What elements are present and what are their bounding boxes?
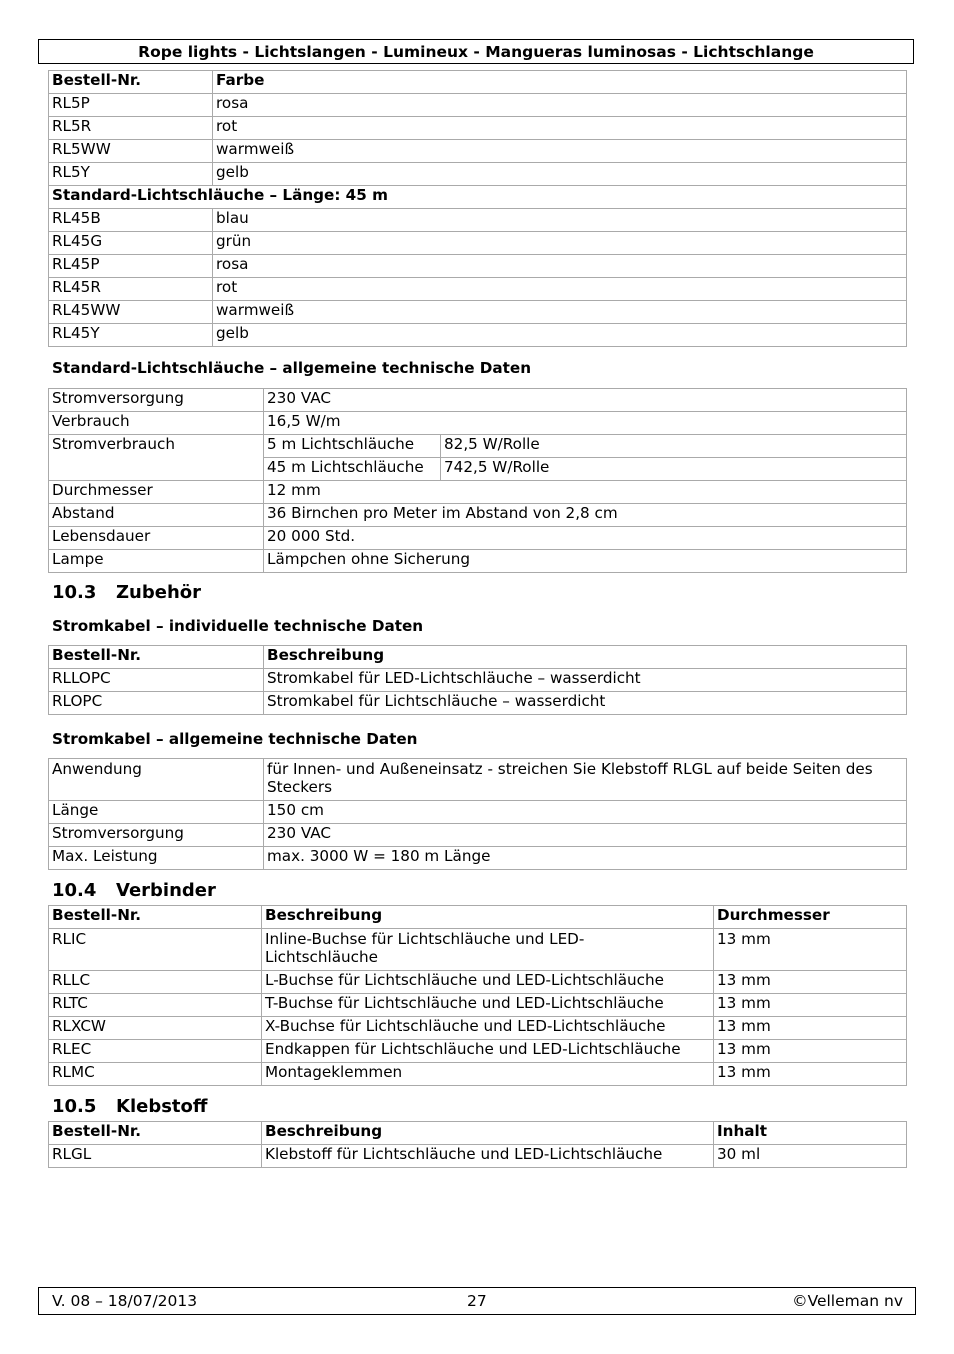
row-label: Max. Leistung	[49, 847, 264, 870]
description-text: Inline-Buchse für Lichtschläuche und LED-Lichtschläuche	[265, 930, 585, 966]
table-row	[49, 824, 907, 847]
color-table-body	[49, 71, 907, 347]
table-row	[49, 759, 907, 801]
description: T-Buchse für Lichtschläuche und LED-Lichtschläuche	[262, 994, 714, 1017]
order-number: RL45WW	[49, 301, 213, 324]
section-title: Zubehör	[116, 582, 202, 603]
color-name: rot	[213, 278, 907, 301]
section-number: 10.5	[52, 1096, 97, 1117]
table-row	[49, 255, 907, 278]
description	[262, 929, 714, 971]
description: X-Buchse für Lichtschläuche und LED-Lichtschläuche	[262, 1017, 714, 1040]
color-name: gelb	[213, 163, 907, 186]
section-heading-klebstoff	[52, 1096, 207, 1117]
row-value: 230 VAC	[264, 824, 907, 847]
footer-page-number: 27	[467, 1292, 487, 1310]
section-heading-zubehoer	[52, 582, 201, 603]
row-value: für Innen- und Außeneinsatz - streichen Sie Klebstoff RLGL auf beide Seiten des Steckers	[264, 759, 907, 801]
column-header: Beschreibung	[262, 1122, 714, 1145]
column-header: Bestell-Nr.	[49, 906, 262, 929]
table-row	[49, 163, 907, 186]
order-number: RLMC	[49, 1063, 262, 1086]
table-row	[49, 324, 907, 347]
row-label: Abstand	[49, 504, 264, 527]
supply-label: Stromversorgung	[49, 389, 264, 412]
row-value: 20 000 Std.	[264, 527, 907, 550]
content-amount: 30 ml	[714, 1145, 907, 1168]
column-header: Farbe	[213, 71, 907, 94]
general-data-body	[49, 389, 907, 573]
color-name: warmweiß	[213, 140, 907, 163]
order-number: RL5P	[49, 94, 213, 117]
column-header: Beschreibung	[262, 906, 714, 929]
color-name: rot	[213, 117, 907, 140]
row-label: Länge	[49, 801, 264, 824]
description: Montageklemmen	[262, 1063, 714, 1086]
consumption-length: 45 m Lichtschläuche	[264, 458, 441, 481]
table-subheading-row	[49, 186, 907, 209]
cable-general-body	[49, 759, 907, 870]
diameter: 13 mm	[714, 1063, 907, 1086]
table-row	[49, 94, 907, 117]
order-number: RL45R	[49, 278, 213, 301]
row-label: Lebensdauer	[49, 527, 264, 550]
table-row	[49, 527, 907, 550]
section-number: 10.4	[52, 880, 97, 901]
section-title: Klebstoff	[116, 1096, 208, 1117]
table-header-row	[49, 1122, 907, 1145]
table-row	[49, 929, 907, 971]
table-row	[49, 389, 907, 412]
cable-general-heading: Stromkabel – allgemeine technische Daten	[52, 730, 418, 748]
order-number: RL45Y	[49, 324, 213, 347]
section-title: Verbinder	[116, 880, 216, 901]
column-header: Beschreibung	[264, 646, 907, 669]
order-number: RLXCW	[49, 1017, 262, 1040]
column-header: Bestell-Nr.	[49, 1122, 262, 1145]
cable-individual-heading: Stromkabel – individuelle technische Daten	[52, 617, 424, 635]
table-header-row	[49, 71, 907, 94]
table-row	[49, 1017, 907, 1040]
table-row	[49, 232, 907, 255]
color-name: grün	[213, 232, 907, 255]
diameter: 13 mm	[714, 929, 907, 971]
connector-table	[48, 905, 907, 1086]
color-name: rosa	[213, 94, 907, 117]
adhesive-table-body	[49, 1122, 907, 1168]
table-row	[49, 209, 907, 232]
usage-value: 16,5 W/m	[264, 412, 907, 435]
diameter: 13 mm	[714, 994, 907, 1017]
table-header-row	[49, 646, 907, 669]
cable-table	[48, 645, 907, 715]
table-row	[49, 412, 907, 435]
color-name: rosa	[213, 255, 907, 278]
table-row	[49, 481, 907, 504]
page-footer	[38, 1287, 916, 1315]
order-number: RL45G	[49, 232, 213, 255]
table-row	[49, 994, 907, 1017]
page-header-title: Rope lights - Lichtslangen - Lumineux - Mangueras luminosas - Lichtschlange	[38, 39, 914, 64]
table-row	[49, 1145, 907, 1168]
general-data-heading: Standard-Lichtschläuche – allgemeine technische Daten	[52, 359, 532, 377]
table-row	[49, 140, 907, 163]
color-name: warmweiß	[213, 301, 907, 324]
cable-general-table	[48, 758, 907, 870]
description: Stromkabel für Lichtschläuche – wasserdicht	[264, 692, 907, 715]
order-number: RLEC	[49, 1040, 262, 1063]
supply-value: 230 VAC	[264, 389, 907, 412]
order-number: RLLC	[49, 971, 262, 994]
row-label: Stromversorgung	[49, 824, 264, 847]
table-row	[49, 971, 907, 994]
diameter: 13 mm	[714, 971, 907, 994]
section-number: 10.3	[52, 582, 97, 603]
table-header-row	[49, 906, 907, 929]
row-label: Durchmesser	[49, 481, 264, 504]
order-number: RL5WW	[49, 140, 213, 163]
order-number: RLTC	[49, 994, 262, 1017]
table-row	[49, 847, 907, 870]
adhesive-table	[48, 1121, 907, 1168]
row-value: 12 mm	[264, 481, 907, 504]
general-data-table	[48, 388, 907, 573]
table-row	[49, 692, 907, 715]
table-row	[49, 801, 907, 824]
table-row	[49, 1040, 907, 1063]
footer-copyright: ©Velleman nv	[792, 1292, 903, 1310]
cable-table-body	[49, 646, 907, 715]
consumption-value: 82,5 W/Rolle	[441, 435, 907, 458]
diameter: 13 mm	[714, 1017, 907, 1040]
order-number: RL45B	[49, 209, 213, 232]
table-subheading: Standard-Lichtschläuche – Länge: 45 m	[49, 186, 907, 209]
row-value: 36 Birnchen pro Meter im Abstand von 2,8 cm	[264, 504, 907, 527]
connector-table-body	[49, 906, 907, 1086]
table-row	[49, 301, 907, 324]
description: Klebstoff für Lichtschläuche und LED-Lichtschläuche	[262, 1145, 714, 1168]
consumption-length: 5 m Lichtschläuche	[264, 435, 441, 458]
order-number: RL45P	[49, 255, 213, 278]
description: L-Buchse für Lichtschläuche und LED-Lichtschläuche	[262, 971, 714, 994]
row-label: Anwendung	[49, 759, 264, 801]
table-row	[49, 550, 907, 573]
consumption-label: Stromverbrauch	[49, 435, 264, 481]
table-row	[49, 504, 907, 527]
column-header: Bestell-Nr.	[49, 71, 213, 94]
row-value: 150 cm	[264, 801, 907, 824]
consumption-value: 742,5 W/Rolle	[441, 458, 907, 481]
usage-label: Verbrauch	[49, 412, 264, 435]
row-value: max. 3000 W = 180 m Länge	[264, 847, 907, 870]
description: Endkappen für Lichtschläuche und LED-Lichtschläuche	[262, 1040, 714, 1063]
order-number: RL5Y	[49, 163, 213, 186]
color-name: blau	[213, 209, 907, 232]
order-number: RLGL	[49, 1145, 262, 1168]
row-label: Lampe	[49, 550, 264, 573]
order-number: RL5R	[49, 117, 213, 140]
column-header: Inhalt	[714, 1122, 907, 1145]
table-row	[49, 117, 907, 140]
footer-version: V. 08 – 18/07/2013	[52, 1292, 198, 1310]
order-number: RLLOPC	[49, 669, 264, 692]
table-row	[49, 435, 907, 458]
order-number: RLIC	[49, 929, 262, 971]
diameter: 13 mm	[714, 1040, 907, 1063]
column-header: Bestell-Nr.	[49, 646, 264, 669]
row-value: Lämpchen ohne Sicherung	[264, 550, 907, 573]
column-header: Durchmesser	[714, 906, 907, 929]
description: Stromkabel für LED-Lichtschläuche – wasserdicht	[264, 669, 907, 692]
table-row	[49, 669, 907, 692]
color-table	[48, 70, 907, 347]
order-number: RLOPC	[49, 692, 264, 715]
color-name: gelb	[213, 324, 907, 347]
section-heading-verbinder	[52, 880, 216, 901]
table-row	[49, 278, 907, 301]
table-row	[49, 1063, 907, 1086]
